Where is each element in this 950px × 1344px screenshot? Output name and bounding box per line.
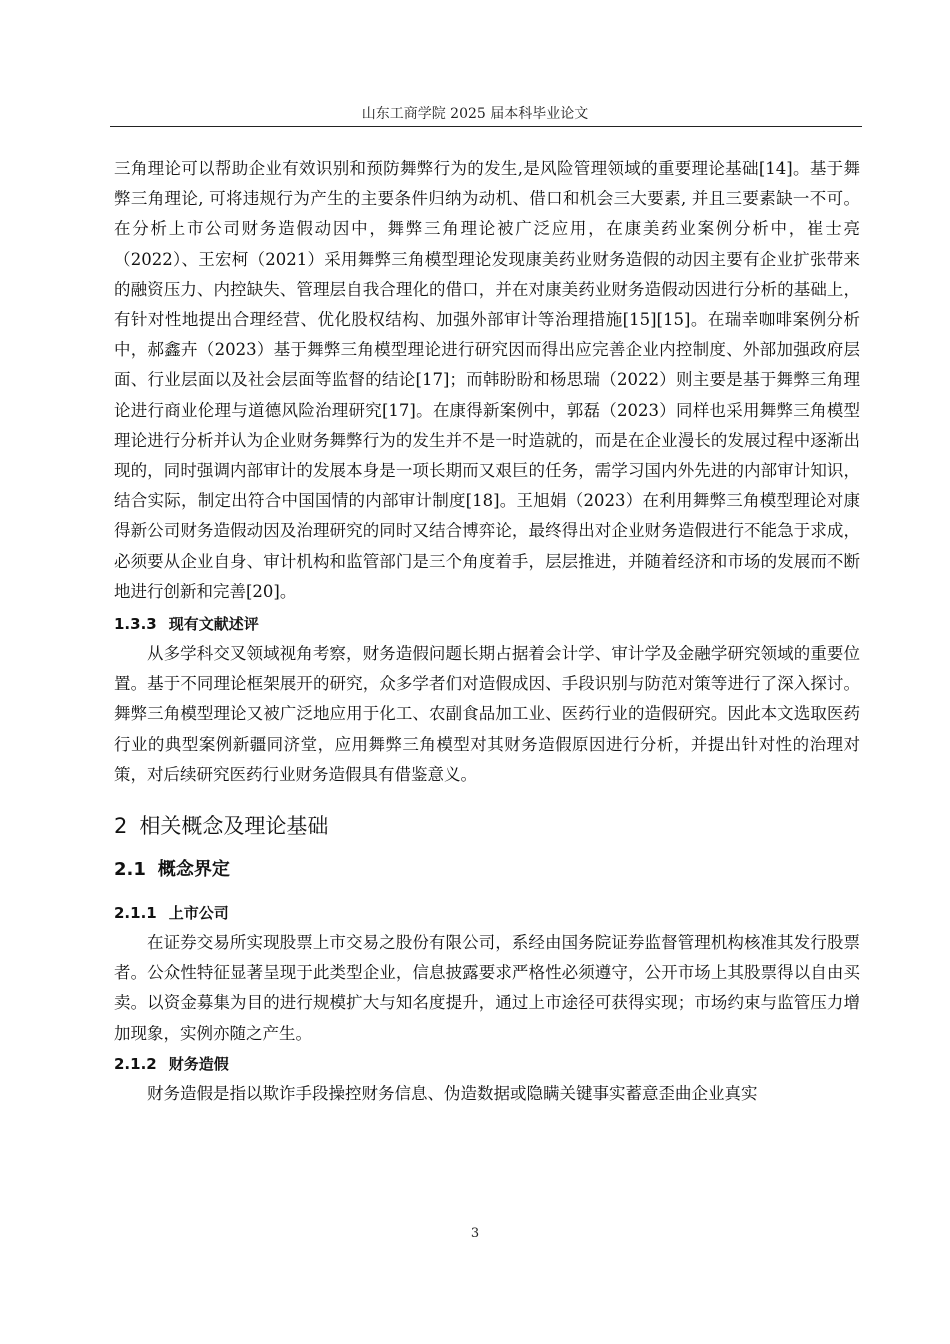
heading-text: 上市公司 — [168, 904, 229, 923]
heading-text: 概念界定 — [157, 859, 230, 881]
heading-text: 现有文献述评 — [168, 615, 259, 634]
heading-number: 2.1.1 — [114, 904, 157, 923]
heading-number: 1.3.3 — [114, 615, 157, 634]
paragraph-financial-fraud: 财务造假是指以欺诈手段操控财务信息、伪造数据或隐瞒关键事实蓄意歪曲企业真实 — [147, 1083, 758, 1103]
heading-text: 财务造假 — [168, 1054, 229, 1073]
heading-text: 相关概念及理论基础 — [139, 814, 329, 839]
heading-number: 2.1.2 — [114, 1054, 157, 1073]
paragraph-literature-summary: 从多学科交叉领域视角考察，财务造假问题长期占据着会计学、审计学及金融学研究领域的重要位置。基于不同理论框架展开的研究，众多学者们对造假成因、手段识别与防范对策等进行了深入探讨。舞弊三角模型理论又被广泛地应用于化工、农副食品加工业、医药行业的造假研究。因此本文选取医药行业的典型案例新疆同济堂，应用舞弊三角模型对其财务造假原因进行分析，并提出针对性的治理对策，对后续研究医药行业财务造假具有借鉴意义。 — [114, 644, 860, 784]
heading-2-1-1 — [114, 898, 860, 928]
header-rule — [110, 126, 862, 127]
heading-2-1 — [114, 854, 860, 886]
heading-number: 2.1 — [114, 859, 146, 881]
page-number: 3 — [470, 1226, 480, 1241]
page-body — [114, 154, 860, 1109]
paragraph-listed-company: 在证券交易所实现股票上市交易之股份有限公司，系经由国务院证券监督管理机构核准其发行股票者。公众性特征显著呈现于此类型企业，信息披露要求严格性必须遵守，公开市场上其股票得以自由买卖。以资金募集为目的进行规模扩大与知名度提升，通过上市途径可获得实现；市场约束与监管压力增加现象，实例亦随之产生。 — [114, 933, 860, 1043]
running-header: 山东工商学院 2025 届本科毕业论文 — [361, 106, 589, 122]
heading-number: 2 — [114, 814, 128, 839]
heading-chapter-2 — [114, 808, 860, 844]
heading-2-1-2 — [114, 1049, 860, 1079]
paragraph-fraud-triangle-review: 三角理论可以帮助企业有效识别和预防舞弊行为的发生,是风险管理领域的重要理论基础[14]。基于舞弊三角理论, 可将违规行为产生的主要条件归纳为动机、借口和机会三大要素, 并且三要素缺一不可。在分析上市公司财务造假动因中，舞弊三角理论被广泛应用，在康美药业案例分析中，崔士亮（2022）、王宏柯（2021）采用舞弊三角模型理论发现康美药业财务造假的动因主要有企业扩张带来的融资压力、内控缺失、管理层自我合理化的借口，并在对康美药业财务造假动因进行分析的基础上，有针对性地提出合理经营、优化股权结构、加强外部审计等治理措施[15][15]。在瑞幸咖啡案例分析中，郝鑫卉（2023）基于舞弊三角模型理论进行研究因而得出应完善企业内控制度、外部加强政府层面、行业层面以及社会层面等监督的结论[17]；而韩盼盼和杨思瑞（2022）则主要是基于舞弊三角理论进行商业伦理与道德风险治理研究[17]。在康得新案例中，郭磊（2023）同样也采用舞弊三角模型理论进行分析并认为企业财务舞弊行为的发生并不是一时造就的，而是在企业漫长的发展过程中逐渐出现的，同时强调内部审计的发展本身是一项长期而又艰巨的任务，需学习国内外先进的内部审计知识，结合实际，制定出符合中国国情的内部审计制度[18]。王旭娟（2023）在利用舞弊三角模型理论对康得新公司财务造假动因及治理研究的同时又结合博弈论，最终得出对企业财务造假进行不能急于求成，必须要从企业自身、审计机构和监管部门是三个角度着手，层层推进，并随着经济和市场的发展而不断地进行创新和完善[20]。 — [114, 159, 860, 601]
heading-1-3-3 — [114, 609, 860, 639]
